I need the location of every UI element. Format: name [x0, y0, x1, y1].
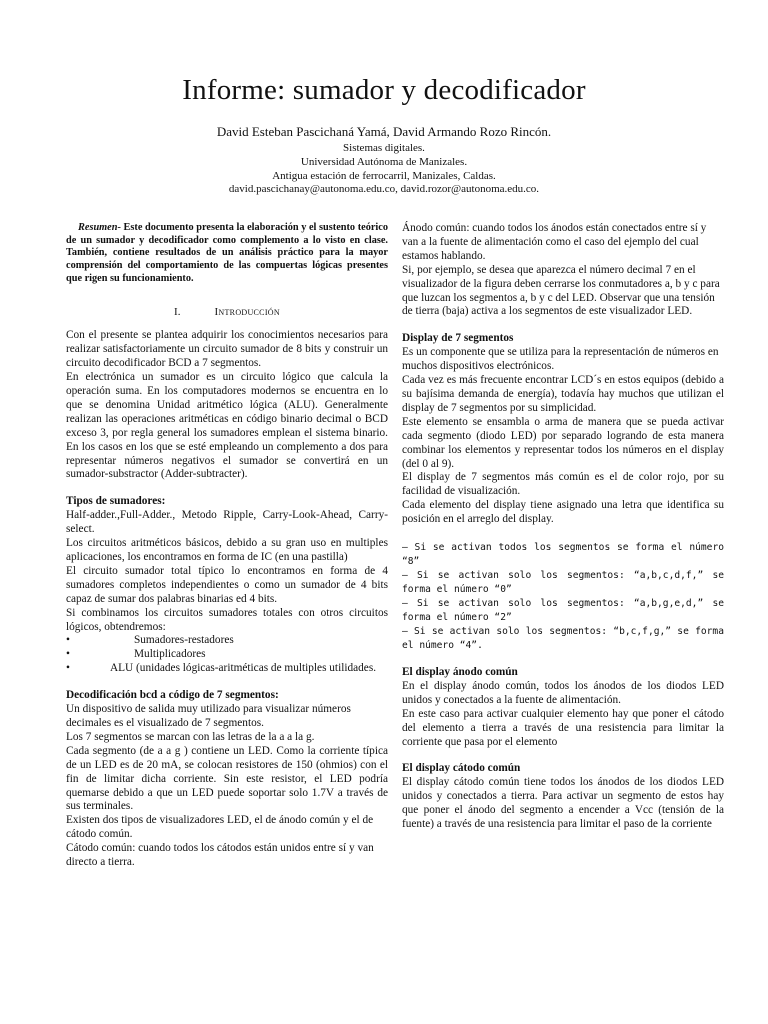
list-item: [66, 648, 388, 662]
email-link-1[interactable]: david.pascichanay@autonoma.edu.co,: [228, 183, 398, 196]
bullet-mark: •: [66, 634, 70, 647]
display-paragraph-1: Es un componente que se utiliza para la representación de números en muchos dispositivos electrónicos.: [402, 346, 719, 373]
affiliation-address: Antigua estación de ferrocarril, Manizales, Caldas.: [272, 169, 496, 182]
tipos-heading: Tipos de sumadores:: [66, 495, 166, 508]
list-item: – Si se activan todos los segmentos se forma el número “8”: [402, 542, 724, 568]
decod-heading: Decodificación bcd a código de 7 segmentos:: [66, 689, 279, 702]
section-heading-introduccion: [66, 306, 388, 320]
tipos-paragraph-3: El circuito sumador total típico lo encontramos en forma de 4 sumadores completos independientes o como un sumador de 4 bits capaz de sumar dos palabras binarias ed 4 bits.: [66, 564, 388, 605]
affiliation-course: Sistemas digitales.: [343, 142, 425, 154]
display-paragraph-4: El display de 7 segmentos más común es el de color rojo, por su facilidad de visualización.: [402, 471, 724, 498]
list-item: – Si se activan solo los segmentos: “b,c,f,g,” se forma el número “4”.: [402, 626, 724, 652]
intro-paragraph-1: Con el presente se plantea adquirir los conocimientos necesarios para realizar satisfactoriamente un circuito sumador de 8 bits y construir un circuito decodificador BCD a 7 segmentos.: [66, 329, 388, 370]
bullet-text-alu: [110, 662, 388, 676]
list-item: [66, 662, 388, 676]
left-column: [66, 222, 388, 870]
list-item: [66, 634, 388, 648]
decod-paragraph-5: Cátodo común: cuando todos los cátodos están unidos entre sí y van directo a tierra.: [66, 842, 374, 869]
decod-paragraph-4: Existen dos tipos de visualizadores LED, el de ánodo común y el de cátodo común.: [66, 814, 374, 841]
abstract-text: Este documento presenta la elaboración y el sustento teórico de un sumador y decodificador como complemento a lo visto en clase. También, contiene resultados de un análisis práctico para la mayor comprensión del comportamiento de las compuertas lógicas presentes que rigen su funcionamiento.: [66, 222, 388, 284]
right-column: [402, 222, 724, 832]
anodo-comun-heading: El display ánodo común: [402, 666, 518, 679]
bullet-text: Multiplicadores: [134, 648, 206, 661]
bullet-mark: •: [66, 662, 70, 675]
ejemplo-paragraph: Si, por ejemplo, se desea que aparezca el número decimal 7 en el visualizador de la figura deben cerrarse los conmutadores a, b y c para que luzcan los segmentos a, b y c del LED. Observar que una tensión de tierra (baja) activa a los segmentos de este visualizador LED.: [402, 263, 720, 318]
intro-paragraph-2: En electrónica un sumador es un circuito lógico que calcula la operación suma. En los computadores modernos se encuentra en lo que se denomina Unidad aritmético lógica (ALU). Generalmente realizan las operaciones aritméticas en código binario decimal o BCD exceso 3, por regla general los sumadores emplean el sistema binario. En los casos en los que se esté empleando un complemento a dos para representar números negativos el sumador se convertirá en un sumador-substractor (Adder-subtracter).: [66, 371, 388, 481]
decod-paragraph-1: Un dispositivo de salida muy utilizado para visualizar números decimales es el visualizado de 7 segmentos.: [66, 703, 351, 729]
affiliation-university: Universidad Autónoma de Manizales.: [300, 155, 468, 168]
display-7seg-heading: Display de 7 segmentos: [402, 332, 514, 345]
bullet-text: Sumadores-restadores: [134, 634, 234, 647]
bullet-mark: •: [66, 648, 70, 661]
list-item: – Si se activan solo los segmentos: “a,b,c,d,f,” se forma el número “0”: [402, 570, 724, 596]
section-number: I.: [174, 305, 181, 318]
tipos-paragraph-2: Los circuitos aritméticos básicos, debido a su gran uso en multiples aplicaciones, los encontramos en forma de IC (en una pastilla): [66, 537, 388, 564]
bullet-text: ALU (unidades lógicas-aritméticas de multiples utilidades.: [110, 662, 377, 675]
authors-line: David Esteban Pascichaná Yamá, David Armando Rozo Rincón.: [216, 124, 552, 139]
segment-list: [402, 541, 724, 653]
tipos-paragraph-4: Si combinamos los circuitos sumadores totales con otros circuitos lógicos, obtendremos:: [66, 606, 388, 633]
tipos-paragraph-1: Half-adder.,Full-Adder., Metodo Ripple, Carry-Look-Ahead, Carry-select.: [66, 509, 388, 536]
email-link-2[interactable]: david.rozor@autonoma.edu.co.: [400, 183, 540, 196]
anodo-paragraph-2: En este caso para activar cualquier elemento hay que poner el cátodo del elemento a tierra a través de una resistencia para limitar la corriente que pasa por el elemento: [402, 707, 724, 748]
display-paragraph-5: Cada elemento del display tiene asignado una letra que identifica su posición en el arreglo del display.: [402, 499, 724, 526]
abstract-lead: Resumen-: [78, 222, 121, 233]
abstract: [66, 222, 388, 286]
affiliation-block: [0, 142, 768, 197]
catodo-paragraph: El display cátodo común tiene todos los ánodos de los diodos LED unidos y conectados a tierra. Para activar un segmento de estos hay que poner el ánodo del segmento a encender a Vcc (tensión de la fuente) a través de una resistencia para limitar el paso de la corriente: [402, 776, 724, 831]
display-paragraph-3: Este elemento se ensambla o arma de manera que se pueda activar cada segmento (diodo LED) por separado logrando de esta manera combinar los elementos y representar todos los números en el display (del 0 al 9).: [402, 415, 724, 470]
affiliation-emails: [0, 183, 768, 197]
section-title: Introducción: [214, 305, 280, 318]
display-paragraph-2: Cada vez es más frecuente encontrar LCD´s en estos equipos (debido a su bajísima demanda de energía), todavía hay muchos que utilizan el display de 7 segmentos por su simplicidad.: [402, 374, 724, 414]
anodo-paragraph-1: En el display ánodo común, todos los ánodos de los diodos LED unidos y conectados a la fuente de alimentación.: [402, 679, 724, 706]
paper-title: Informe: sumador y decodificador: [182, 74, 586, 106]
decod-paragraph-2: Los 7 segmentos se marcan con las letras de la a a la g.: [66, 730, 315, 743]
list-item: – Si se activan solo los segmentos: “a,b,g,e,d,” se forma el número “2”: [402, 598, 724, 624]
decod-paragraph-3: Cada segmento (de a a g ) contiene un LED. Como la corriente típica de un LED es de 20 mA, se colocan resistores de 150 (ohmios) con el fin de limitar dicha corriente. Sin este resistor, el LED podría quemarse debido a que un LED puede soportar solo 1.7V a través de sus terminales.: [66, 744, 388, 813]
anodo-comun-paragraph: Ánodo común: cuando todos los ánodos están conectados entre sí y van a la fuente de alimentación como el caso del ejemplo del cual estamos hablando.: [402, 222, 707, 262]
catodo-comun-heading: El display cátodo común: [402, 762, 521, 775]
